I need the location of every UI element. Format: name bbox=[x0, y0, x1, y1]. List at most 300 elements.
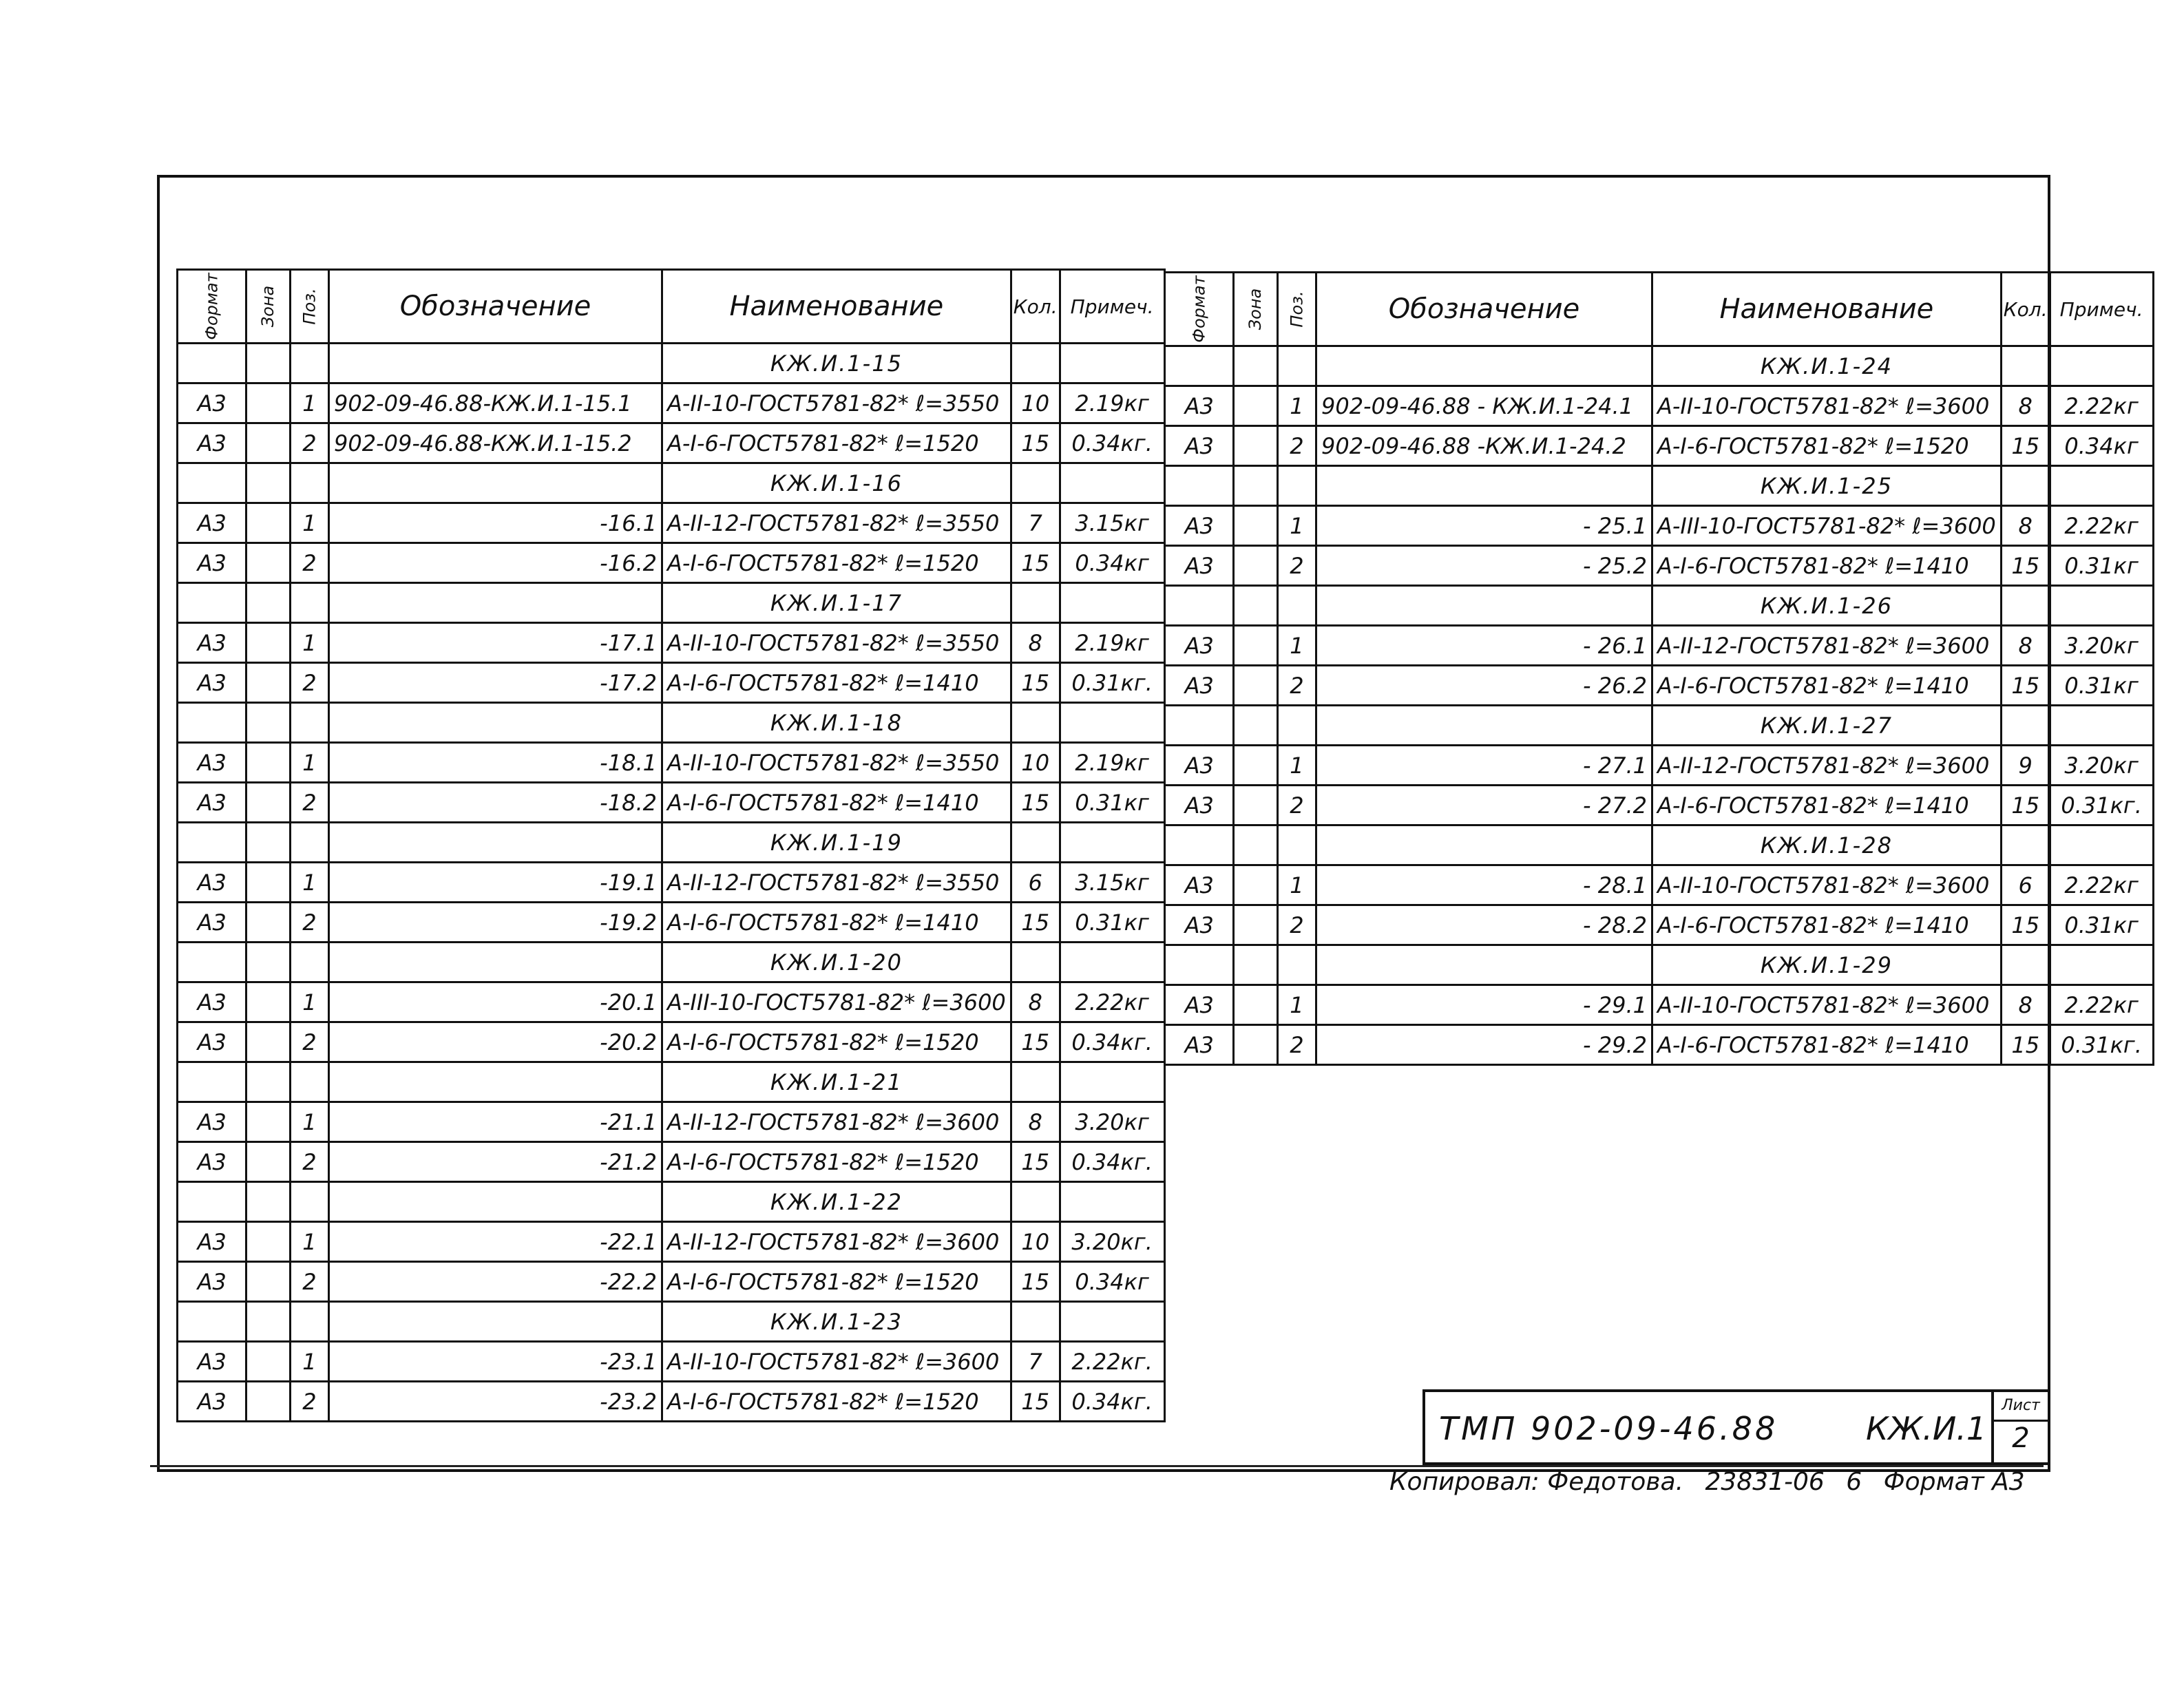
zone-cell bbox=[246, 623, 290, 663]
designation-cell: - 29.2 bbox=[1316, 1025, 1652, 1065]
designation-cell: - 28.1 bbox=[1316, 865, 1652, 905]
pos-cell: 2 bbox=[1277, 426, 1316, 466]
header-pos: Поз. bbox=[1277, 273, 1316, 346]
designation-cell: -21.2 bbox=[328, 1142, 662, 1182]
format-cell: А3 bbox=[178, 1382, 246, 1422]
empty-cell bbox=[328, 703, 662, 743]
header-zone: Зона bbox=[1234, 273, 1277, 346]
note-cell: 3.20кг bbox=[1060, 1102, 1164, 1142]
zone-cell bbox=[246, 383, 290, 423]
table-row bbox=[178, 503, 1165, 543]
name-cell: А-III-10-ГОСТ5781-82* ℓ=3600 bbox=[1652, 506, 2001, 546]
empty-cell bbox=[246, 344, 290, 383]
qty-cell: 8 bbox=[2001, 506, 2050, 546]
name-cell: А-I-6-ГОСТ5781-82* ℓ=1410 bbox=[1652, 546, 2001, 586]
name-cell: А-II-12-ГОСТ5781-82* ℓ=3600 bbox=[662, 1222, 1011, 1262]
format-cell: А3 bbox=[178, 383, 246, 423]
empty-cell bbox=[1060, 1062, 1164, 1102]
empty-cell bbox=[1234, 586, 1277, 626]
name-cell: А-I-6-ГОСТ5781-82* ℓ=1520 bbox=[662, 423, 1011, 463]
format-cell: А3 bbox=[178, 982, 246, 1022]
empty-cell bbox=[328, 1302, 662, 1342]
empty-cell bbox=[1011, 583, 1060, 623]
format-cell: А3 bbox=[178, 903, 246, 943]
note-cell: 0.34кг. bbox=[1060, 1382, 1164, 1422]
name-cell: А-I-6-ГОСТ5781-82* ℓ=1520 bbox=[662, 1382, 1011, 1422]
table-row bbox=[178, 903, 1165, 943]
name-cell: А-II-10-ГОСТ5781-82* ℓ=3550 bbox=[662, 383, 1011, 423]
qty-cell: 6 bbox=[1011, 863, 1060, 903]
sheet-box bbox=[1991, 1392, 2048, 1462]
empty-cell bbox=[2050, 706, 2153, 746]
empty-cell bbox=[178, 344, 246, 383]
title-block bbox=[1422, 1389, 2050, 1465]
designation-cell: - 25.2 bbox=[1316, 546, 1652, 586]
zone-cell bbox=[246, 1342, 290, 1382]
header-note: Примеч. bbox=[2050, 273, 2153, 346]
format-cell: А3 bbox=[1165, 1025, 1234, 1065]
name-cell: А-II-12-ГОСТ5781-82* ℓ=3600 bbox=[662, 1102, 1011, 1142]
table-row bbox=[178, 982, 1165, 1022]
group-title: КЖ.И.1-19 bbox=[662, 823, 1011, 863]
empty-cell bbox=[246, 703, 290, 743]
designation-cell: -23.1 bbox=[328, 1342, 662, 1382]
format-cell: А3 bbox=[1165, 386, 1234, 426]
pos-cell: 1 bbox=[290, 383, 328, 423]
document-code: ТМП 902-09-46.88 bbox=[1439, 1410, 1778, 1447]
note-cell: 0.34кг. bbox=[1060, 1142, 1164, 1182]
group-row bbox=[178, 344, 1165, 383]
empty-cell bbox=[1165, 466, 1234, 506]
document-mark: КЖ.И.1 bbox=[1866, 1410, 1987, 1447]
format-cell: А3 bbox=[178, 863, 246, 903]
group-row bbox=[178, 823, 1165, 863]
empty-cell bbox=[1316, 586, 1652, 626]
group-row bbox=[1165, 706, 2154, 746]
designation-cell: -19.2 bbox=[328, 903, 662, 943]
zone-cell bbox=[1234, 905, 1277, 945]
empty-cell bbox=[1060, 583, 1164, 623]
empty-cell bbox=[1234, 945, 1277, 985]
zone-cell bbox=[246, 1382, 290, 1422]
qty-cell: 15 bbox=[1011, 783, 1060, 823]
name-cell: А-I-6-ГОСТ5781-82* ℓ=1410 bbox=[662, 783, 1011, 823]
empty-cell bbox=[1316, 706, 1652, 746]
name-cell: А-III-10-ГОСТ5781-82* ℓ=3600 bbox=[662, 982, 1011, 1022]
group-row bbox=[1165, 825, 2154, 865]
table-row bbox=[1165, 426, 2154, 466]
designation-cell: -20.2 bbox=[328, 1022, 662, 1062]
format-cell: А3 bbox=[1165, 905, 1234, 945]
empty-cell bbox=[328, 1182, 662, 1222]
empty-cell bbox=[290, 583, 328, 623]
qty-cell: 15 bbox=[2001, 1025, 2050, 1065]
group-row bbox=[178, 703, 1165, 743]
group-row bbox=[1165, 466, 2154, 506]
empty-cell bbox=[246, 823, 290, 863]
copied-by: Копировал: Федотова. bbox=[1389, 1468, 1684, 1496]
empty-cell bbox=[246, 1062, 290, 1102]
empty-cell bbox=[2001, 945, 2050, 985]
format-cell: А3 bbox=[1165, 746, 1234, 786]
note-cell: 0.34кг. bbox=[1060, 423, 1164, 463]
name-cell: А-II-12-ГОСТ5781-82* ℓ=3550 bbox=[662, 863, 1011, 903]
empty-cell bbox=[1011, 463, 1060, 503]
note-cell: 0.31кг. bbox=[2050, 786, 2153, 825]
designation-cell: -18.2 bbox=[328, 783, 662, 823]
name-cell: А-II-10-ГОСТ5781-82* ℓ=3600 bbox=[1652, 865, 2001, 905]
format-cell: А3 bbox=[178, 1262, 246, 1302]
empty-cell bbox=[1234, 466, 1277, 506]
format-cell: А3 bbox=[178, 663, 246, 703]
pos-cell: 2 bbox=[290, 663, 328, 703]
header-designation: Обозначение bbox=[328, 270, 662, 344]
format-cell: А3 bbox=[178, 1102, 246, 1142]
empty-cell bbox=[246, 463, 290, 503]
note-cell: 2.22кг. bbox=[1060, 1342, 1164, 1382]
pos-cell: 2 bbox=[290, 783, 328, 823]
empty-cell bbox=[1316, 825, 1652, 865]
designation-cell: - 25.1 bbox=[1316, 506, 1652, 546]
zone-cell bbox=[246, 982, 290, 1022]
header-qty: Кол. bbox=[2001, 273, 2050, 346]
empty-cell bbox=[1011, 943, 1060, 982]
designation-cell: -17.2 bbox=[328, 663, 662, 703]
qty-cell: 10 bbox=[1011, 1222, 1060, 1262]
name-cell: А-I-6-ГОСТ5781-82* ℓ=1520 bbox=[662, 1022, 1011, 1062]
designation-cell: -20.1 bbox=[328, 982, 662, 1022]
empty-cell bbox=[178, 703, 246, 743]
table-row bbox=[178, 663, 1165, 703]
name-cell: А-I-6-ГОСТ5781-82* ℓ=1410 bbox=[1652, 1025, 2001, 1065]
empty-cell bbox=[2001, 706, 2050, 746]
note-cell: 0.34кг bbox=[2050, 426, 2153, 466]
empty-cell bbox=[290, 943, 328, 982]
table-row bbox=[1165, 506, 2154, 546]
group-title: КЖ.И.1-20 bbox=[662, 943, 1011, 982]
empty-cell bbox=[2050, 346, 2153, 386]
format-cell: А3 bbox=[178, 623, 246, 663]
designation-cell: -22.1 bbox=[328, 1222, 662, 1262]
empty-cell bbox=[1011, 1302, 1060, 1342]
empty-cell bbox=[1234, 346, 1277, 386]
table-row bbox=[1165, 1025, 2154, 1065]
table-row bbox=[1165, 985, 2154, 1025]
pos-cell: 1 bbox=[290, 503, 328, 543]
pos-cell: 1 bbox=[290, 1342, 328, 1382]
note-cell: 2.22кг bbox=[2050, 506, 2153, 546]
empty-cell bbox=[1165, 586, 1234, 626]
qty-cell: 15 bbox=[1011, 423, 1060, 463]
format-cell: А3 bbox=[1165, 546, 1234, 586]
qty-cell: 6 bbox=[2001, 865, 2050, 905]
table-header-row bbox=[178, 270, 1165, 344]
pos-cell: 1 bbox=[290, 1102, 328, 1142]
pos-cell: 2 bbox=[290, 423, 328, 463]
note-cell: 0.31кг bbox=[2050, 666, 2153, 706]
table-row bbox=[178, 863, 1165, 903]
empty-cell bbox=[1277, 346, 1316, 386]
note-cell: 3.20кг. bbox=[1060, 1222, 1164, 1262]
designation-cell: -21.1 bbox=[328, 1102, 662, 1142]
zone-cell bbox=[246, 903, 290, 943]
format-cell: А3 bbox=[178, 743, 246, 783]
table-row bbox=[178, 423, 1165, 463]
pos-cell: 1 bbox=[290, 863, 328, 903]
designation-cell: - 26.1 bbox=[1316, 626, 1652, 666]
note-cell: 0.31кг. bbox=[1060, 663, 1164, 703]
pos-cell: 1 bbox=[1277, 506, 1316, 546]
zone-cell bbox=[246, 1142, 290, 1182]
empty-cell bbox=[246, 1302, 290, 1342]
empty-cell bbox=[178, 463, 246, 503]
empty-cell bbox=[328, 823, 662, 863]
empty-cell bbox=[290, 703, 328, 743]
empty-cell bbox=[290, 1302, 328, 1342]
designation-cell: 902-09-46.88-КЖ.И.1-15.1 bbox=[328, 383, 662, 423]
empty-cell bbox=[328, 344, 662, 383]
qty-cell: 15 bbox=[1011, 903, 1060, 943]
zone-cell bbox=[246, 423, 290, 463]
empty-cell bbox=[1277, 945, 1316, 985]
zone-cell bbox=[1234, 546, 1277, 586]
specification-table-left bbox=[176, 269, 1166, 1422]
empty-cell bbox=[1165, 825, 1234, 865]
note-cell: 2.22кг bbox=[2050, 985, 2153, 1025]
format-cell: А3 bbox=[178, 1142, 246, 1182]
name-cell: А-I-6-ГОСТ5781-82* ℓ=1410 bbox=[662, 903, 1011, 943]
header-note: Примеч. bbox=[1060, 270, 1164, 344]
designation-cell: -23.2 bbox=[328, 1382, 662, 1422]
note-cell: 2.19кг bbox=[1060, 623, 1164, 663]
pos-cell: 2 bbox=[1277, 546, 1316, 586]
qty-cell: 15 bbox=[1011, 1382, 1060, 1422]
pos-cell: 1 bbox=[290, 623, 328, 663]
table-row bbox=[178, 623, 1165, 663]
group-title: КЖ.И.1-21 bbox=[662, 1062, 1011, 1102]
header-name: Наименование bbox=[662, 270, 1011, 344]
note-cell: 0.34кг bbox=[1060, 543, 1164, 583]
empty-cell bbox=[178, 1302, 246, 1342]
zone-cell bbox=[246, 1022, 290, 1062]
name-cell: А-II-10-ГОСТ5781-82* ℓ=3550 bbox=[662, 743, 1011, 783]
group-row bbox=[178, 1182, 1165, 1222]
name-cell: А-II-12-ГОСТ5781-82* ℓ=3600 bbox=[1652, 626, 2001, 666]
pos-cell: 1 bbox=[1277, 746, 1316, 786]
empty-cell bbox=[2050, 945, 2153, 985]
empty-cell bbox=[1277, 466, 1316, 506]
qty-cell: 15 bbox=[1011, 1262, 1060, 1302]
order-number: 23831-06 bbox=[1705, 1468, 1825, 1496]
zone-cell bbox=[246, 1102, 290, 1142]
pos-cell: 1 bbox=[1277, 386, 1316, 426]
note-cell: 2.22кг bbox=[2050, 386, 2153, 426]
header-format: Формат bbox=[1165, 273, 1234, 346]
designation-cell: - 29.1 bbox=[1316, 985, 1652, 1025]
empty-cell bbox=[1234, 825, 1277, 865]
group-title: КЖ.И.1-29 bbox=[1652, 945, 2001, 985]
designation-cell: 902-09-46.88 -КЖ.И.1-24.2 bbox=[1316, 426, 1652, 466]
zone-cell bbox=[1234, 626, 1277, 666]
format-cell: А3 bbox=[1165, 985, 1234, 1025]
designation-cell: - 26.2 bbox=[1316, 666, 1652, 706]
table-row bbox=[178, 1142, 1165, 1182]
format-cell: А3 bbox=[1165, 786, 1234, 825]
format-cell: А3 bbox=[1165, 506, 1234, 546]
empty-cell bbox=[1060, 823, 1164, 863]
zone-cell bbox=[1234, 666, 1277, 706]
zone-cell bbox=[1234, 386, 1277, 426]
format-cell: А3 bbox=[178, 543, 246, 583]
designation-cell: -16.1 bbox=[328, 503, 662, 543]
name-cell: А-I-6-ГОСТ5781-82* ℓ=1410 bbox=[662, 663, 1011, 703]
pos-cell: 1 bbox=[290, 1222, 328, 1262]
group-row bbox=[178, 943, 1165, 982]
order-suffix: 6 bbox=[1846, 1468, 1862, 1496]
format-cell: А3 bbox=[178, 1342, 246, 1382]
table-row bbox=[1165, 746, 2154, 786]
note-cell: 2.22кг bbox=[1060, 982, 1164, 1022]
group-title: КЖ.И.1-27 bbox=[1652, 706, 2001, 746]
empty-cell bbox=[1011, 1062, 1060, 1102]
note-cell: 3.15кг bbox=[1060, 503, 1164, 543]
note-cell: 0.31кг bbox=[1060, 903, 1164, 943]
empty-cell bbox=[1316, 945, 1652, 985]
format-cell: А3 bbox=[1165, 666, 1234, 706]
zone-cell bbox=[246, 1262, 290, 1302]
empty-cell bbox=[1234, 706, 1277, 746]
group-title: КЖ.И.1-26 bbox=[1652, 586, 2001, 626]
name-cell: А-II-10-ГОСТ5781-82* ℓ=3600 bbox=[662, 1342, 1011, 1382]
format-cell: А3 bbox=[178, 423, 246, 463]
empty-cell bbox=[1060, 703, 1164, 743]
name-cell: А-I-6-ГОСТ5781-82* ℓ=1520 bbox=[662, 543, 1011, 583]
empty-cell bbox=[1277, 825, 1316, 865]
zone-cell bbox=[246, 503, 290, 543]
note-cell: 2.19кг bbox=[1060, 383, 1164, 423]
group-row bbox=[178, 463, 1165, 503]
empty-cell bbox=[2001, 346, 2050, 386]
empty-cell bbox=[1011, 344, 1060, 383]
format-cell: А3 bbox=[1165, 426, 1234, 466]
qty-cell: 8 bbox=[1011, 623, 1060, 663]
empty-cell bbox=[2001, 586, 2050, 626]
name-cell: А-I-6-ГОСТ5781-82* ℓ=1520 bbox=[662, 1262, 1011, 1302]
group-row bbox=[178, 583, 1165, 623]
empty-cell bbox=[2050, 466, 2153, 506]
group-title: КЖ.И.1-17 bbox=[662, 583, 1011, 623]
empty-cell bbox=[328, 943, 662, 982]
qty-cell: 15 bbox=[2001, 426, 2050, 466]
zone-cell bbox=[246, 783, 290, 823]
footer-line bbox=[1389, 1468, 2039, 1496]
pos-cell: 2 bbox=[1277, 786, 1316, 825]
qty-cell: 8 bbox=[2001, 386, 2050, 426]
table-row bbox=[178, 1222, 1165, 1262]
table-row bbox=[178, 1382, 1165, 1422]
qty-cell: 15 bbox=[2001, 666, 2050, 706]
note-cell: 3.20кг bbox=[2050, 626, 2153, 666]
pos-cell: 2 bbox=[290, 543, 328, 583]
empty-cell bbox=[178, 943, 246, 982]
qty-cell: 15 bbox=[1011, 1022, 1060, 1062]
empty-cell bbox=[1277, 706, 1316, 746]
note-cell: 0.31кг bbox=[2050, 546, 2153, 586]
zone-cell bbox=[1234, 786, 1277, 825]
format-cell: А3 bbox=[178, 1022, 246, 1062]
empty-cell bbox=[2050, 586, 2153, 626]
zone-cell bbox=[1234, 985, 1277, 1025]
name-cell: А-I-6-ГОСТ5781-82* ℓ=1410 bbox=[1652, 786, 2001, 825]
qty-cell: 7 bbox=[1011, 503, 1060, 543]
pos-cell: 2 bbox=[290, 903, 328, 943]
specification-table-right bbox=[1164, 271, 2154, 1066]
sheet-number: 2 bbox=[2012, 1422, 2030, 1454]
sheet-format: Формат А3 bbox=[1883, 1468, 2025, 1496]
note-cell: 2.22кг bbox=[2050, 865, 2153, 905]
zone-cell bbox=[1234, 1025, 1277, 1065]
zone-cell bbox=[246, 743, 290, 783]
pos-cell: 2 bbox=[1277, 1025, 1316, 1065]
name-cell: А-I-6-ГОСТ5781-82* ℓ=1410 bbox=[1652, 666, 2001, 706]
zone-cell bbox=[246, 543, 290, 583]
qty-cell: 10 bbox=[1011, 743, 1060, 783]
empty-cell bbox=[2001, 466, 2050, 506]
empty-cell bbox=[290, 1062, 328, 1102]
header-format: Формат bbox=[178, 270, 246, 344]
table-row bbox=[178, 1262, 1165, 1302]
table-row bbox=[1165, 786, 2154, 825]
format-cell: А3 bbox=[178, 1222, 246, 1262]
empty-cell bbox=[328, 1062, 662, 1102]
pos-cell: 2 bbox=[1277, 666, 1316, 706]
group-row bbox=[1165, 346, 2154, 386]
empty-cell bbox=[1165, 706, 1234, 746]
table-row bbox=[1165, 546, 2154, 586]
designation-cell: -17.1 bbox=[328, 623, 662, 663]
name-cell: А-II-12-ГОСТ5781-82* ℓ=3550 bbox=[662, 503, 1011, 543]
designation-cell: -18.1 bbox=[328, 743, 662, 783]
pos-cell: 2 bbox=[290, 1142, 328, 1182]
empty-cell bbox=[290, 1182, 328, 1222]
empty-cell bbox=[178, 1182, 246, 1222]
qty-cell: 15 bbox=[1011, 543, 1060, 583]
empty-cell bbox=[1060, 943, 1164, 982]
table-row bbox=[178, 783, 1165, 823]
group-title: КЖ.И.1-18 bbox=[662, 703, 1011, 743]
qty-cell: 8 bbox=[1011, 982, 1060, 1022]
table-row bbox=[1165, 666, 2154, 706]
note-cell: 0.34кг. bbox=[1060, 1022, 1164, 1062]
pos-cell: 1 bbox=[290, 743, 328, 783]
group-row bbox=[178, 1062, 1165, 1102]
empty-cell bbox=[1011, 703, 1060, 743]
qty-cell: 9 bbox=[2001, 746, 2050, 786]
empty-cell bbox=[328, 463, 662, 503]
designation-cell: -16.2 bbox=[328, 543, 662, 583]
empty-cell bbox=[246, 943, 290, 982]
group-title: КЖ.И.1-28 bbox=[1652, 825, 2001, 865]
empty-cell bbox=[1011, 1182, 1060, 1222]
name-cell: А-II-10-ГОСТ5781-82* ℓ=3550 bbox=[662, 623, 1011, 663]
table-row bbox=[178, 543, 1165, 583]
zone-cell bbox=[1234, 746, 1277, 786]
empty-cell bbox=[290, 463, 328, 503]
pos-cell: 2 bbox=[290, 1262, 328, 1302]
header-designation: Обозначение bbox=[1316, 273, 1652, 346]
zone-cell bbox=[1234, 506, 1277, 546]
header-zone: Зона bbox=[246, 270, 290, 344]
